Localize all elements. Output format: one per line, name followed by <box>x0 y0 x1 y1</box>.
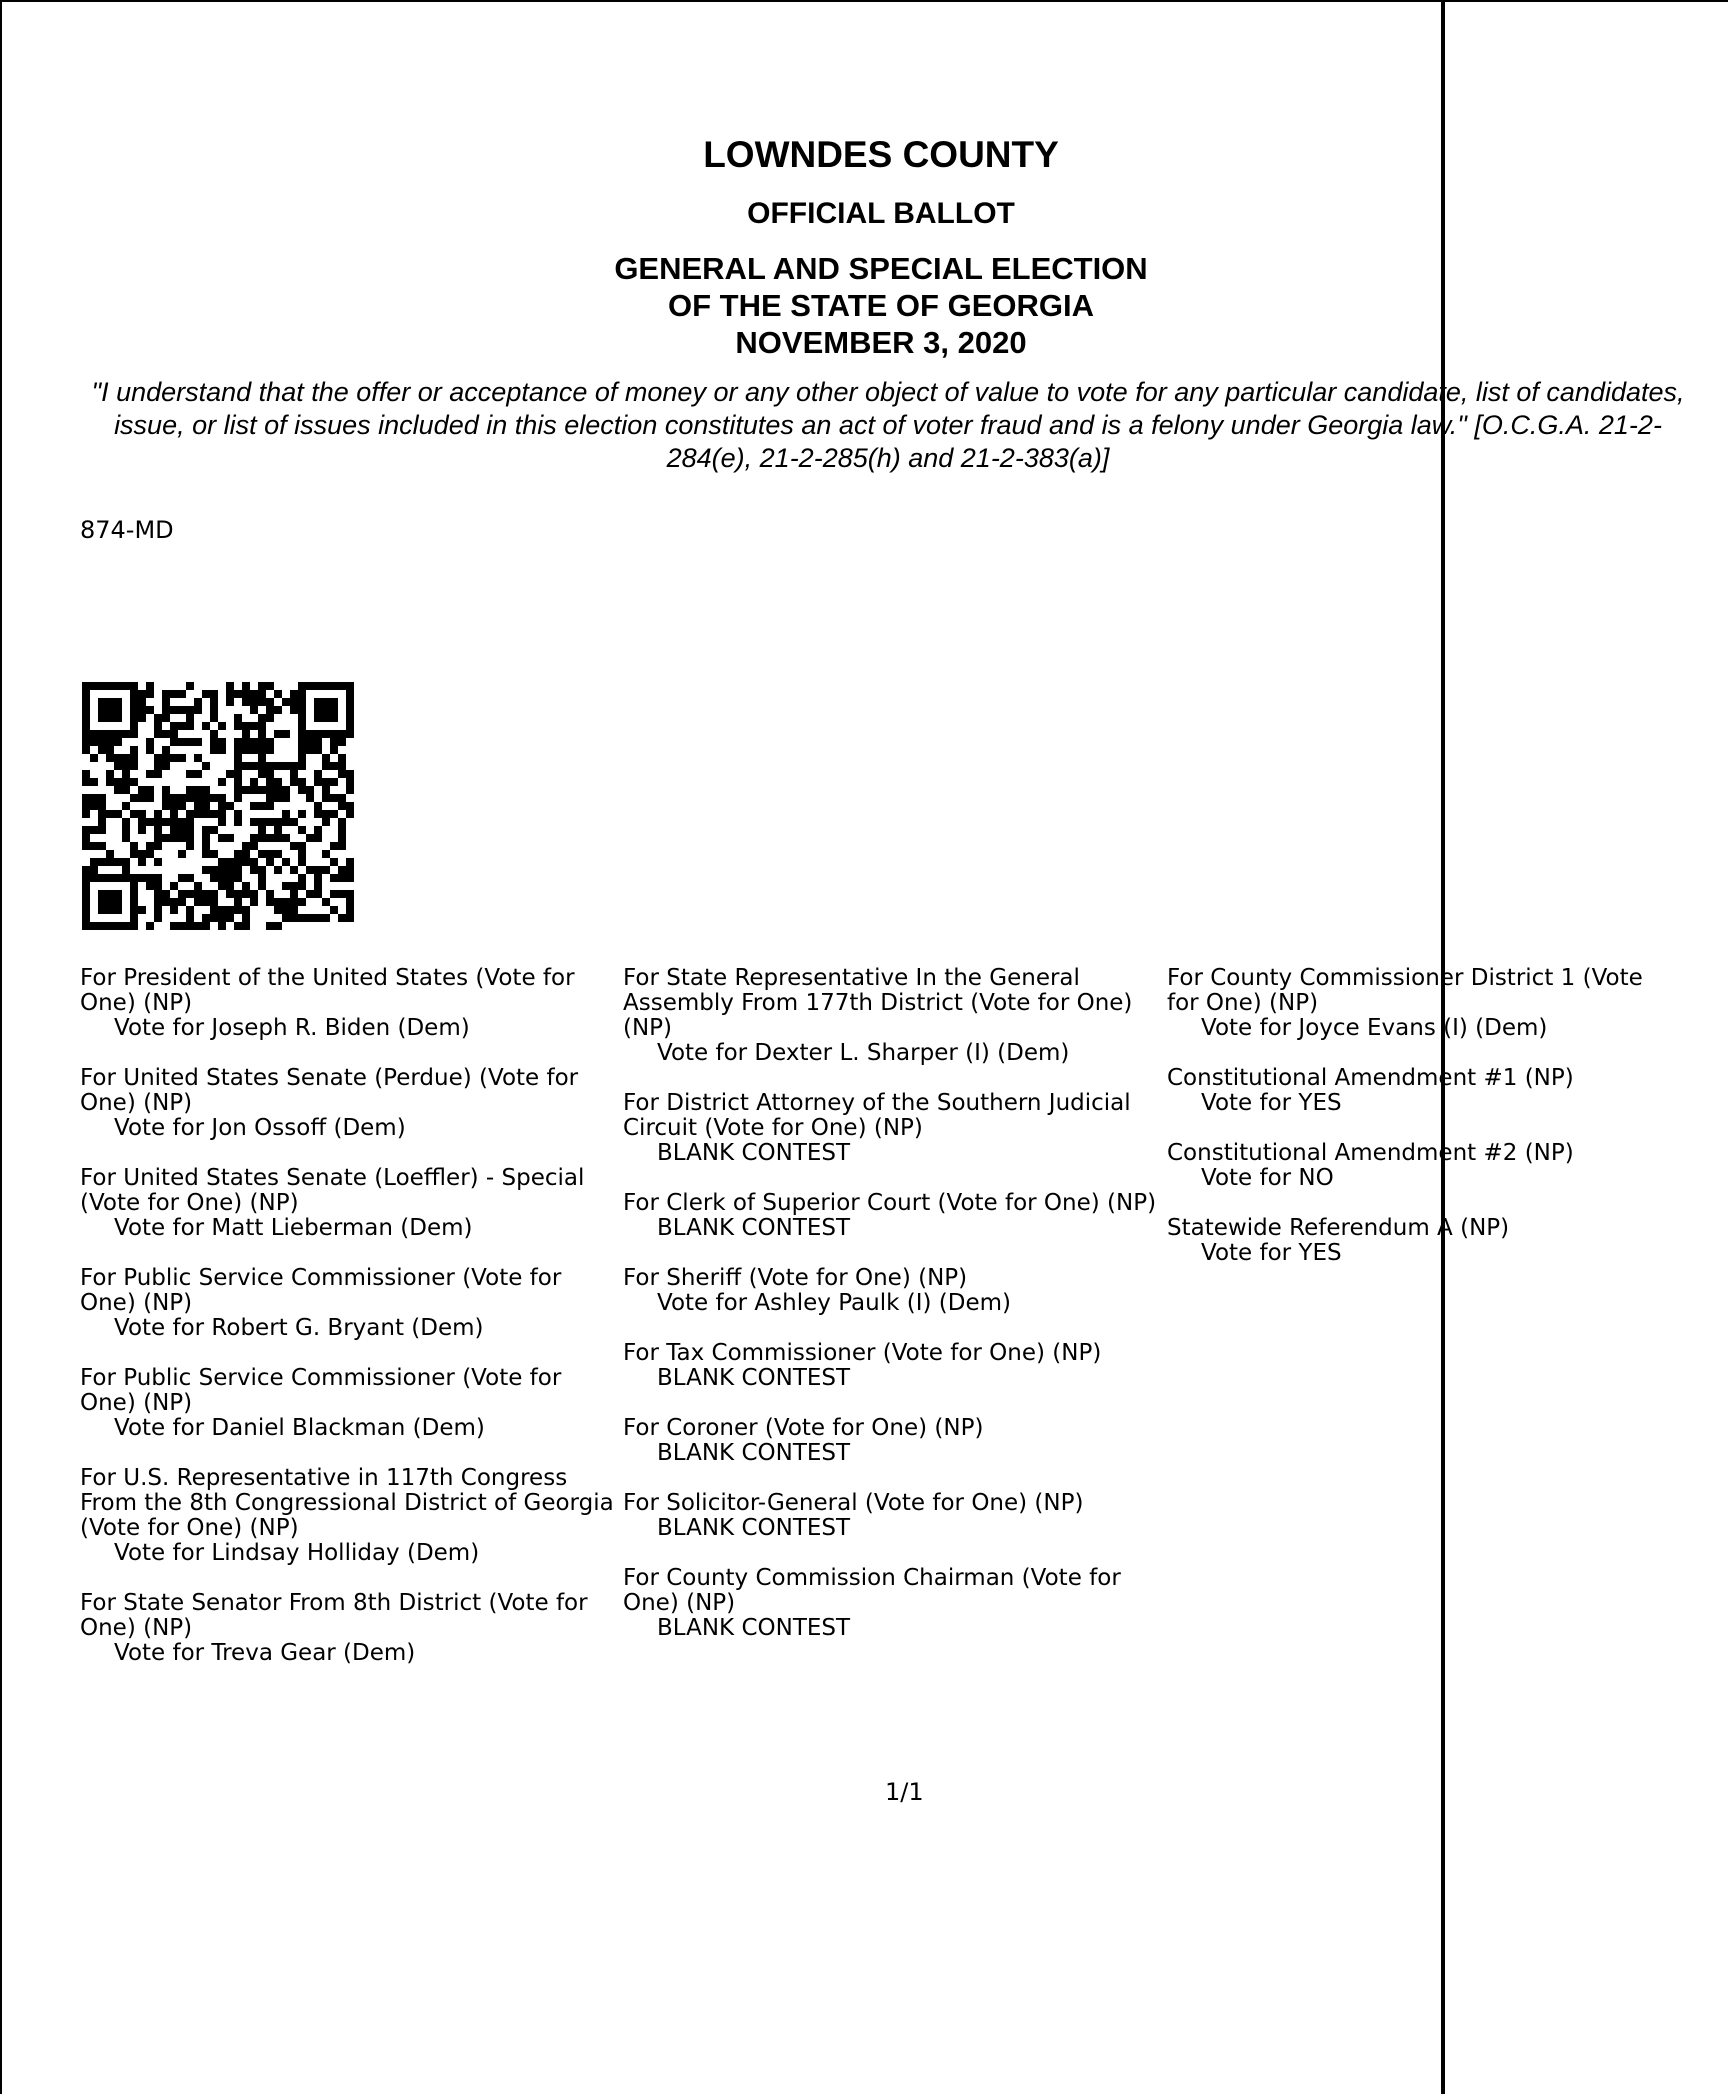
election-name-line1: GENERAL AND SPECIAL ELECTION <box>614 251 1148 286</box>
election-name-line2: OF THE STATE OF GEORGIA <box>668 288 1094 323</box>
contest-title: For Public Service Commissioner (Vote for One) (NP) <box>80 1365 562 1416</box>
contest-us-representative <box>80 1466 620 1566</box>
contest-title: For Solicitor-General (Vote for One) (NP) <box>623 1490 1084 1516</box>
contest-selection: Vote for NO <box>1201 1165 1334 1191</box>
contest-selection: Vote for Daniel Blackman (Dem) <box>114 1415 485 1441</box>
contest-title: For County Commission Chairman (Vote for One) (NP) <box>623 1565 1121 1616</box>
contest-title: Statewide Referendum A (NP) <box>1167 1215 1510 1241</box>
contest-psc-1 <box>80 1266 620 1341</box>
contest-selection: BLANK CONTEST <box>657 1440 851 1466</box>
contest-title: For Public Service Commissioner (Vote for One) (NP) <box>80 1265 562 1316</box>
contest-county-commissioner <box>1167 966 1728 1041</box>
contest-commission-chairman <box>623 1566 1168 1641</box>
contest-selection: Vote for Matt Lieberman (Dem) <box>114 1215 473 1241</box>
ballot-type: OFFICIAL BALLOT <box>747 197 1015 230</box>
contest-title: For United States Senate (Perdue) (Vote for One) (NP) <box>80 1065 579 1116</box>
contest-selection: Vote for YES <box>1201 1240 1342 1266</box>
contest-title: For State Senator From 8th District (Vote for One) (NP) <box>80 1590 588 1641</box>
voter-fraud-notice: "I understand that the offer or acceptance of money or any other object of value to vote for any particular candidate, list of candidates, issue, or list of issues included in this election constitutes an act of voter fraud and is a felony under Georgia law." [O.C.G.A. 21-2-284(e), 21-2-285(h) and 21-2-383(a)] <box>91 377 1685 473</box>
contest-title-cont: for One) (NP) <box>1167 990 1319 1016</box>
contest-senate-perdue <box>80 1066 620 1141</box>
contest-selection: Vote for Ashley Paulk (I) (Dem) <box>657 1290 1011 1316</box>
contest-title: For County Commissioner District 1 (Vote <box>1167 966 1643 991</box>
contest-title: For District Attorney of the Southern Judicial Circuit (Vote for One) (NP) <box>623 1090 1131 1141</box>
contest-title: For Clerk of Superior Court (Vote for One) (NP) <box>623 1190 1157 1216</box>
contest-title: Constitutional Amendment #2 (NP) <box>1167 1140 1574 1166</box>
contest-selection: Vote for Joseph R. Biden (Dem) <box>114 1015 470 1041</box>
top-border <box>0 0 1728 2</box>
contest-psc-2 <box>80 1366 620 1441</box>
contest-title: For Coroner (Vote for One) (NP) <box>623 1415 984 1441</box>
ballot-header <box>0 128 1728 361</box>
contest-coroner <box>623 1416 1168 1466</box>
contest-tax-commissioner <box>623 1341 1168 1391</box>
ballot-style-code: 874-MD <box>80 516 174 544</box>
contest-solicitor-general <box>623 1491 1168 1541</box>
contest-title: For President of the United States (Vote for One) (NP) <box>80 965 575 1016</box>
contest-selection: Vote for Robert G. Bryant (Dem) <box>114 1315 484 1341</box>
contest-column-2 <box>623 966 1168 1666</box>
contest-column-3 <box>1167 966 1728 1291</box>
contest-selection: Vote for Treva Gear (Dem) <box>114 1640 416 1666</box>
contest-column-1 <box>80 966 620 1691</box>
contest-amendment-1 <box>1167 1066 1728 1116</box>
qr-code <box>82 682 354 934</box>
contest-title: For Tax Commissioner (Vote for One) (NP) <box>623 1340 1102 1366</box>
contest-president <box>80 966 620 1041</box>
contest-selection: BLANK CONTEST <box>657 1365 851 1391</box>
contest-selection: Vote for Dexter L. Sharper (I) (Dem) <box>657 1040 1070 1066</box>
contest-selection: Vote for Jon Ossoff (Dem) <box>114 1115 406 1141</box>
contest-title: For Sheriff (Vote for One) (NP) <box>623 1265 968 1291</box>
contest-amendment-2 <box>1167 1141 1728 1191</box>
contest-selection: BLANK CONTEST <box>657 1615 851 1641</box>
contest-title: For U.S. Representative in 117th Congress From the 8th Congressional District of Georgia (Vote for One) (NP) <box>80 1465 614 1541</box>
contest-selection: BLANK CONTEST <box>657 1515 851 1541</box>
contest-selection: Vote for Lindsay Holliday (Dem) <box>114 1540 480 1566</box>
contest-selection: Vote for YES <box>1201 1090 1342 1116</box>
contest-title: For United States Senate (Loeffler) - Special (Vote for One) (NP) <box>80 1165 585 1216</box>
county-title: LOWNDES COUNTY <box>703 134 1059 175</box>
election-date: NOVEMBER 3, 2020 <box>735 325 1027 360</box>
contest-selection: BLANK CONTEST <box>657 1215 851 1241</box>
contest-clerk-superior-court <box>623 1191 1168 1241</box>
contest-title: For State Representative In the General Assembly From 177th District (Vote for One) (NP) <box>623 965 1133 1041</box>
contest-state-representative <box>623 966 1168 1066</box>
contest-senate-loeffler <box>80 1166 620 1241</box>
contest-sheriff <box>623 1266 1168 1316</box>
contest-selection: Vote for Joyce Evans (I) (Dem) <box>1201 1015 1548 1041</box>
contest-district-attorney <box>623 1091 1168 1166</box>
contest-state-senator <box>80 1591 620 1666</box>
page-number: 1/1 <box>885 1778 924 1806</box>
contest-referendum-a <box>1167 1216 1728 1266</box>
contest-title: Constitutional Amendment #1 (NP) <box>1167 1065 1574 1091</box>
contest-selection: BLANK CONTEST <box>657 1140 851 1166</box>
